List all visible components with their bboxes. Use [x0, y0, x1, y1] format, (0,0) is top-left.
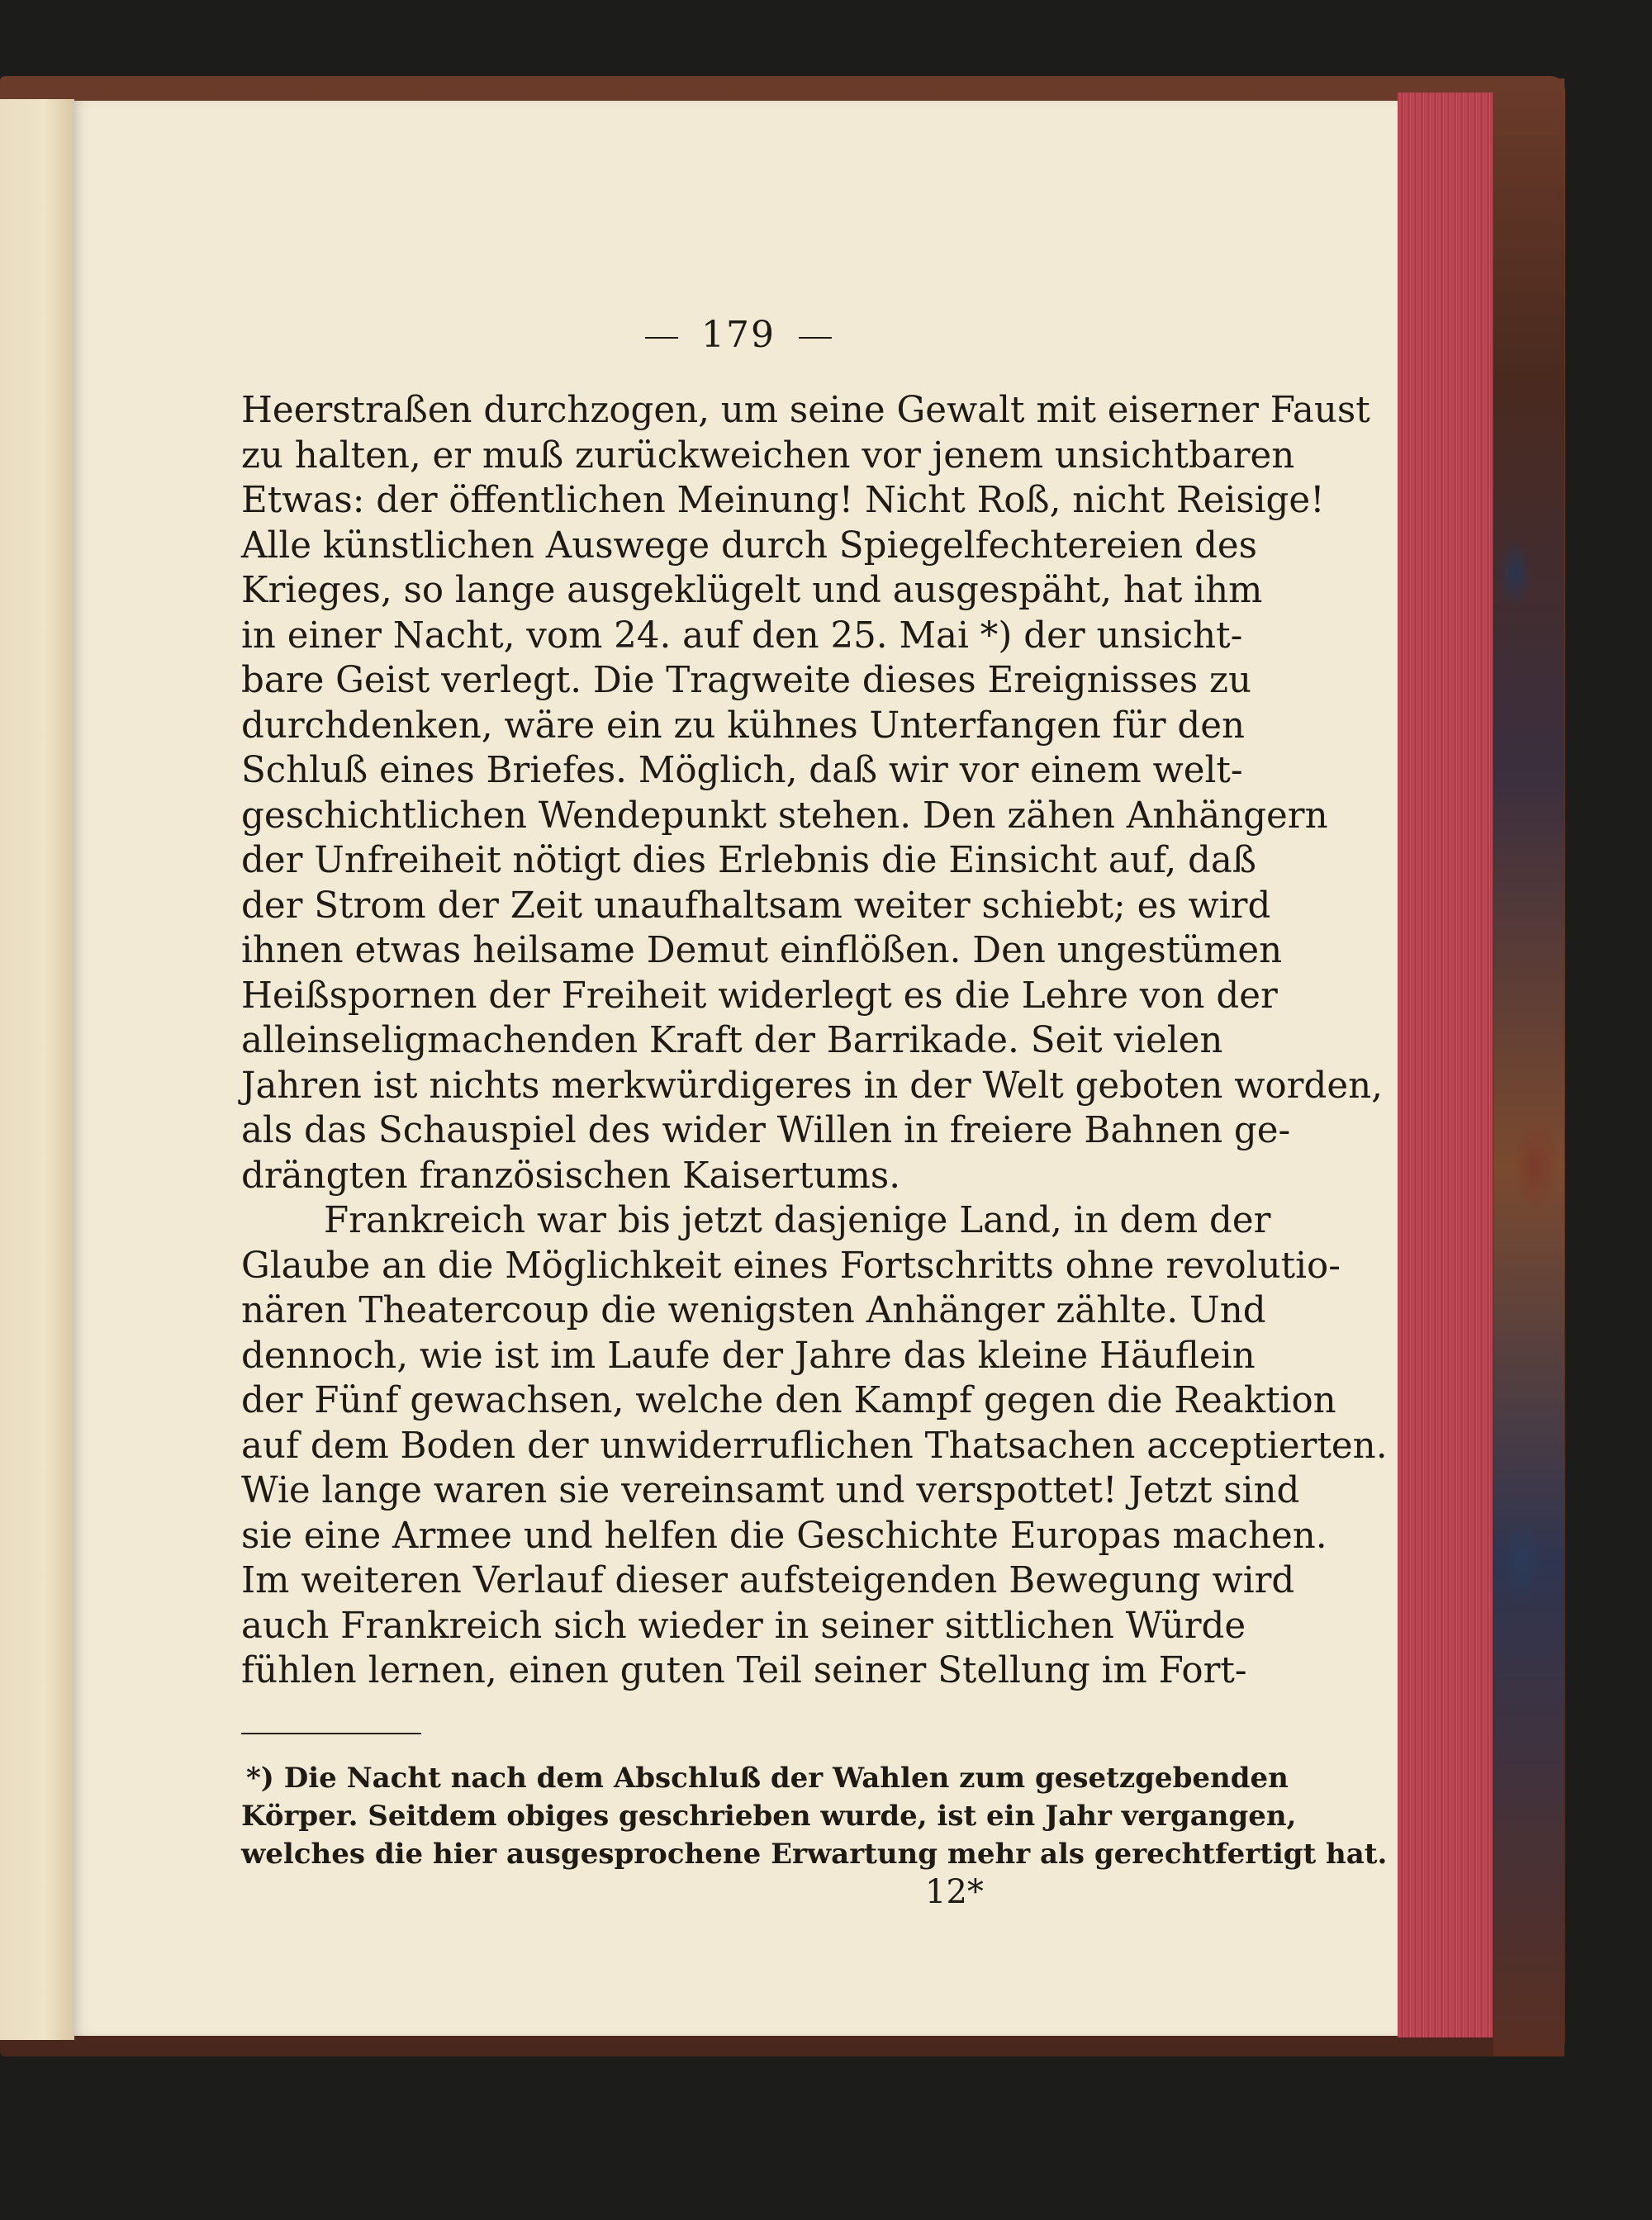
text-line: auf dem Boden der unwiderruflichen Thatsachen acceptierten. — [241, 1425, 1388, 1467]
text-line: geschichtlichen Wendepunkt stehen. Den zähen Anhängern — [241, 795, 1328, 837]
text-line: Etwas: der öffentlichen Meinung! Nicht Roß, nicht Reisige! — [241, 480, 1325, 521]
text-line: sie eine Armee und helfen die Geschichte Europas machen. — [241, 1515, 1327, 1557]
text-line: alleinseligmachenden Kraft der Barrikade. Seit vielen — [241, 1020, 1223, 1061]
text-line: ihnen etwas heilsame Demut einflößen. Den ungestümen — [241, 930, 1283, 971]
dash-right — [799, 337, 832, 339]
text-line: drängten französischen Kaisertums. — [241, 1155, 901, 1197]
text-line: dennoch, wie ist im Laufe der Jahre das kleine Häuflein — [241, 1335, 1256, 1377]
dash-left — [645, 337, 678, 339]
text-line: auch Frankreich sich wieder in seiner sittlichen Würde — [241, 1605, 1246, 1647]
text-line: Frankreich war bis jetzt dasjenige Land, in dem der — [324, 1200, 1271, 1241]
text-line: zu halten, er muß zurückweichen vor jenem unsichtbaren — [241, 434, 1295, 477]
text-line: der Fünf gewachsen, welche den Kampf gegen die Reaktion — [241, 1380, 1336, 1421]
text-line: Krieges, so lange ausgeklügelt und ausgespäht, hat ihm — [241, 570, 1263, 611]
body-text — [241, 388, 1388, 1694]
text-line: fühlen lernen, einen guten Teil seiner Stellung im Fort- — [241, 1650, 1247, 1691]
footnote-line: Körper. Seitdem obiges geschrieben wurde, ist ein Jahr vergangen, — [241, 1800, 1297, 1833]
red-page-edges — [1398, 92, 1493, 2037]
text-line: Wie lange waren sie vereinsamt und verspottet! Jetzt sind — [241, 1470, 1300, 1511]
text-line: Alle künstlichen Auswege durch Spiegelfechtereien des — [241, 524, 1258, 567]
text-line: nären Theatercoup die wenigsten Anhänger zählte. Und — [241, 1290, 1266, 1331]
text-line: bare Geist verlegt. Die Tragweite dieses Ereignisses zu — [241, 660, 1251, 701]
footnote-line: *) Die Nacht nach dem Abschluß der Wahlen zum gesetzgebenden — [246, 1762, 1289, 1795]
footnote-rule — [241, 1733, 421, 1734]
text-line: durchdenken, wäre ein zu kühnes Unterfangen für den — [241, 704, 1246, 747]
text-line: Jahren ist nichts merkwürdigeres in der Welt geboten worden, — [241, 1065, 1383, 1107]
text-line: als das Schauspiel des wider Willen in freiere Bahnen ge- — [241, 1110, 1291, 1151]
text-line: Schluß eines Briefes. Möglich, daß wir vor einem welt- — [241, 750, 1243, 791]
text-line: Im weiteren Verlauf dieser aufsteigenden Bewegung wird — [241, 1560, 1295, 1601]
left-page-edge — [0, 99, 74, 2040]
page-number-header — [73, 314, 1404, 356]
marbled-edge — [1493, 78, 1564, 2056]
footnote-line: welches die hier ausgesprochene Erwartung mehr als gerechtfertigt hat. — [241, 1838, 1388, 1871]
text-line: in einer Nacht, vom 24. auf den 25. Mai *) der unsicht- — [241, 614, 1243, 657]
text-line: Glaube an die Möglichkeit eines Fortschritts ohne revolutio- — [241, 1245, 1341, 1287]
text-line: der Unfreiheit nötigt dies Erlebnis die Einsicht auf, daß — [241, 840, 1256, 881]
page-number: 179 — [701, 314, 776, 356]
signature-mark: 12* — [925, 1873, 984, 1911]
text-line: der Strom der Zeit unaufhaltsam weiter schiebt; es wird — [241, 885, 1271, 927]
text-line: Heißspornen der Freiheit widerlegt es die Lehre von der — [241, 975, 1278, 1017]
text-line: Heerstraßen durchzogen, um seine Gewalt mit eiserner Faust — [241, 390, 1370, 431]
footnote — [241, 1759, 1388, 1873]
